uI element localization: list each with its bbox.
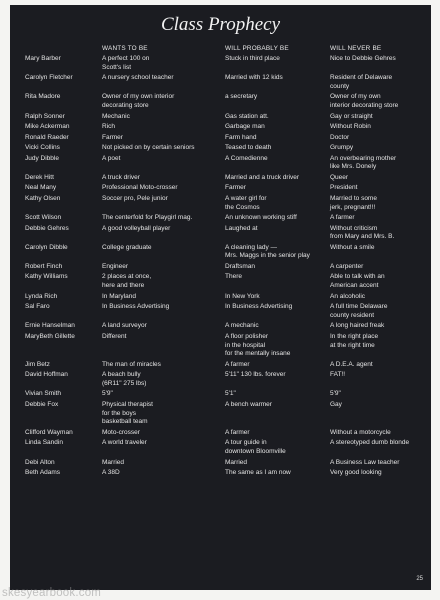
wants-to-be: College graduate [102, 243, 152, 251]
will-probably-be: Married [225, 458, 248, 466]
wants-to-be: In Maryland [102, 292, 136, 300]
student-name: Ronald Raeder [25, 133, 69, 141]
will-probably-be: Farm hand [225, 133, 257, 141]
will-probably-be: 5'11" 130 lbs. forever [225, 371, 286, 379]
will-never-be: A Business Law teacher [330, 458, 400, 466]
will-never-be: Nice to Debbie Gehres [330, 55, 396, 62]
wants-to-be: The centerfold for Playgirl mag. [102, 214, 193, 221]
wants-to-be: A poet [102, 154, 121, 162]
will-never-be: Able to talk with an American accent [330, 273, 385, 290]
column-header-never: WILL NEVER BE [330, 45, 382, 52]
page-title: Class Prophecy [160, 14, 281, 35]
will-probably-be: A water girl for the Cosmos [225, 194, 267, 211]
will-never-be: An overbearing mother like Mrs. Donely [330, 154, 397, 171]
wants-to-be: A beach bully (6R11" 275 lbs) [102, 371, 147, 387]
will-never-be: In the right place at the right time [330, 332, 379, 349]
will-never-be: Owner of my own interior decorating store [330, 93, 399, 110]
student-name: Derek Hitt [25, 173, 54, 181]
student-name: Lynda Rich [25, 292, 58, 300]
student-name: Kathy Williams [25, 273, 68, 281]
will-probably-be: Married with 12 kids [225, 74, 283, 82]
student-name: Carolyn Dibble [25, 243, 68, 251]
student-name: Judy Dibble [25, 154, 59, 162]
yearbook-page [10, 5, 431, 590]
will-never-be: An alcoholic [330, 292, 366, 300]
will-probably-be: There [225, 273, 242, 281]
wants-to-be: A land surveyor [102, 322, 147, 330]
student-name: Clifford Wayman [25, 428, 73, 436]
will-never-be: A farmer [330, 214, 355, 221]
will-probably-be: A farmer [225, 360, 250, 368]
will-probably-be: Garbage man [225, 123, 265, 131]
will-probably-be: The same as I am now [225, 469, 291, 476]
wants-to-be: Moto-crosser [102, 428, 140, 436]
student-name: Vicki Collins [25, 144, 60, 152]
will-probably-be: A Comedienne [225, 154, 268, 162]
will-never-be: Resident of Delaware county [330, 74, 393, 90]
student-name: MaryBeth Gillette [25, 332, 75, 340]
student-name: Ralph Sonner [25, 112, 65, 120]
wants-to-be: Farmer [102, 133, 123, 141]
will-probably-be: A cleaning lady — Mrs. Maggs in the senior play [225, 243, 310, 260]
will-never-be: Without a motorcycle [330, 428, 391, 436]
student-name: Rita Madore [25, 93, 61, 101]
student-name: Ernie Hanselman [25, 322, 75, 330]
wants-to-be: Soccer pro, Pele junior [102, 194, 168, 202]
column-header-wants: WANTS TO BE [102, 45, 148, 52]
will-never-be: President [330, 184, 358, 192]
student-name: Kathy Olsen [25, 194, 61, 202]
wants-to-be: A truck driver [102, 173, 140, 181]
will-probably-be: Gas station att. [225, 112, 269, 120]
student-name: Sal Faro [25, 303, 50, 311]
wants-to-be: Physical therapist for the boys basketball team [102, 400, 153, 426]
will-never-be: A full time Delaware county resident [330, 303, 388, 319]
will-never-be: A D.E.A. agent [330, 360, 373, 368]
wants-to-be: Rich [102, 123, 116, 131]
wants-to-be: Not picked on by certain seniors [102, 144, 195, 152]
will-never-be: Married to some jerk, pregnant!!! [330, 194, 377, 211]
page-number: 25 [416, 576, 423, 582]
will-never-be: Grumpy [330, 144, 354, 152]
will-never-be: Doctor [330, 133, 350, 141]
will-never-be: FAT!! [330, 371, 346, 379]
student-name: Scott Wilson [25, 214, 62, 221]
will-never-be: A carpenter [330, 262, 364, 270]
student-name: Linda Sandin [25, 439, 63, 447]
will-never-be: Queer [330, 173, 349, 181]
wants-to-be: A perfect 100 on Scott's list [102, 55, 150, 71]
will-probably-be: An unknown working stiff [225, 214, 297, 221]
student-name: Neal Many [25, 184, 57, 192]
wants-to-be: Engineer [102, 262, 129, 270]
student-name: Jim Betz [25, 360, 50, 368]
student-name: Debbie Gehres [25, 224, 69, 232]
student-name: Beth Adams [25, 469, 61, 476]
wants-to-be: 5'9" [102, 390, 113, 398]
will-never-be: Without a smile [330, 243, 375, 251]
will-probably-be: A mechanic [225, 322, 259, 330]
wants-to-be: The man of miracles [102, 360, 161, 368]
column-header-probably: WILL PROBABLY BE [225, 45, 289, 52]
will-probably-be: Laughed at [225, 224, 258, 232]
will-probably-be: Teased to death [225, 144, 272, 152]
wants-to-be: A good volleyball player [102, 224, 171, 232]
will-probably-be: In Business Advertising [225, 303, 293, 311]
student-name: Robert Finch [25, 262, 63, 270]
wants-to-be: Professional Moto-crosser [102, 184, 178, 192]
watermark: skesyearbook.com [2, 587, 102, 599]
will-never-be: 5'9" [330, 390, 341, 398]
student-name: Debi Alton [25, 458, 55, 466]
student-name: Vivian Smith [25, 390, 62, 398]
student-name: David Hoffman [25, 371, 68, 379]
will-never-be: A long haired freak [330, 322, 385, 330]
wants-to-be: In Business Advertising [102, 303, 170, 311]
student-name: Mike Ackerman [25, 123, 70, 131]
will-never-be: Without Robin [330, 123, 371, 131]
will-never-be: Very good looking [330, 469, 382, 476]
will-probably-be: A farmer [225, 428, 250, 436]
wants-to-be: A nursery school teacher [102, 74, 174, 82]
will-probably-be: In New York [225, 292, 260, 300]
will-probably-be: Stuck in third place [225, 55, 280, 62]
will-probably-be: Draftsman [225, 262, 255, 270]
will-probably-be: Married and a truck driver [225, 173, 300, 181]
wants-to-be: Mechanic [102, 112, 130, 120]
wants-to-be: 2 places at once, here and there [102, 273, 152, 290]
student-name: Debbie Fox [25, 400, 59, 408]
wants-to-be: Married [102, 458, 125, 466]
will-never-be: Without criticism from Mary and Mrs. B. [330, 224, 395, 241]
wants-to-be: A 38D [102, 469, 120, 476]
will-probably-be: Farmer [225, 184, 246, 192]
student-name: Carolyn Fletcher [25, 74, 73, 82]
wants-to-be: A world traveler [102, 439, 147, 447]
will-probably-be: a secretary [225, 93, 258, 101]
wants-to-be: Owner of my own interior decorating store [102, 93, 175, 110]
will-probably-be: A bench warmer [225, 400, 272, 408]
student-name: Mary Barber [25, 55, 61, 62]
will-probably-be: A floor polisher in the hospital for the mentally insane [225, 332, 291, 358]
will-probably-be: 5'1" [225, 390, 236, 398]
will-never-be: Gay [330, 400, 342, 408]
wants-to-be: Different [102, 332, 127, 340]
will-probably-be: A tour guide in downtown Bloomville [225, 439, 286, 455]
will-never-be: A stereotyped dumb blonde [330, 439, 410, 447]
will-never-be: Gay or straight [330, 112, 373, 120]
